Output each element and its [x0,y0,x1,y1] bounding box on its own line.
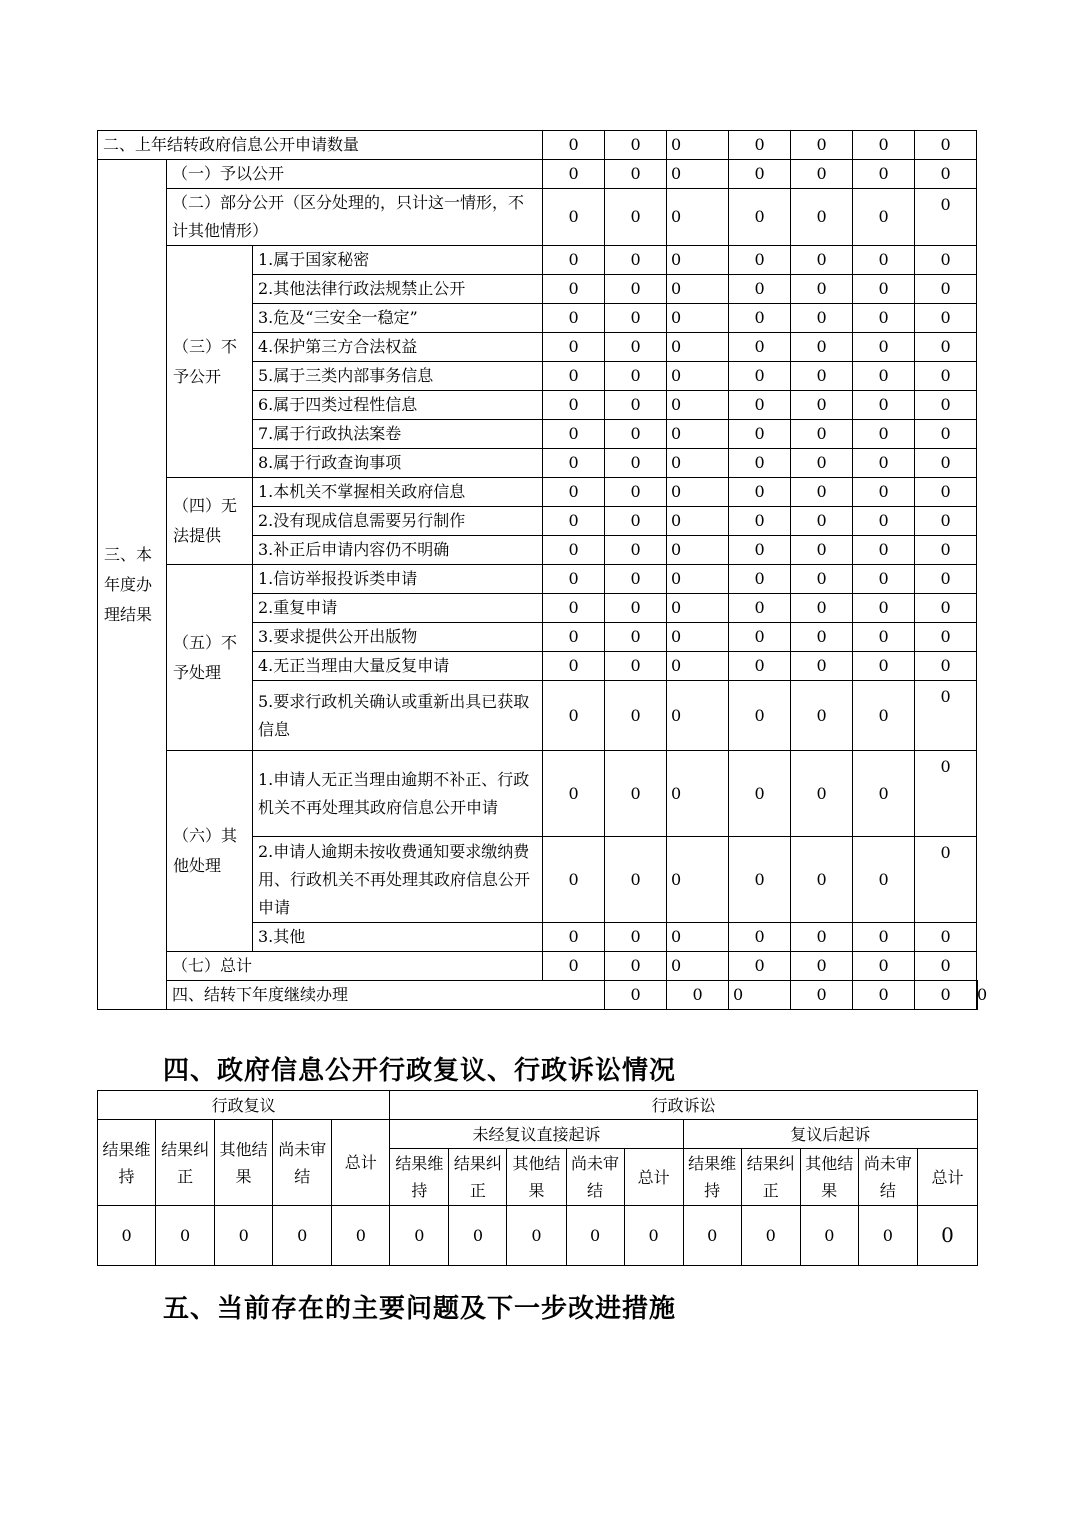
value-cell: 0 [667,507,729,536]
value-cell: 0 [543,837,605,923]
value-cell: 0 [605,681,667,751]
deny-item-label: 2.其他法律行政法规禁止公开 [253,275,543,304]
value-cell: 0 [853,981,915,1010]
value-cell: 0 [791,652,853,681]
value-cell: 0 [791,449,853,478]
not-handled-item-label: 3.要求提供公开出版物 [253,623,543,652]
value-cell: 0 [915,594,977,623]
value-cell: 0 [605,362,667,391]
value-cell: 0 [605,160,667,189]
value-cell: 0 [729,981,791,1010]
value-cell: 0 [915,420,977,449]
value-cell: 0 [667,981,729,1010]
value-cell: 0 [791,333,853,362]
value-cell: 0 [543,478,605,507]
value-cell: 0 [605,751,667,837]
value-cell: 0 [729,623,791,652]
carry-over-label: 二、上年结转政府信息公开申请数量 [98,131,543,160]
value-cell: 0 [729,246,791,275]
review-value: 0 [98,1206,156,1266]
value-cell: 0 [605,536,667,565]
value-cell: 0 [605,623,667,652]
value-cell: 0 [667,952,729,981]
value-cell: 0 [729,565,791,594]
value-cell: 0 [667,565,729,594]
value-cell: 0 [729,189,791,246]
value-cell: 0 [729,751,791,837]
value-cell: 0 [543,536,605,565]
value-cell: 0 [543,391,605,420]
value-cell: 0 [729,420,791,449]
value-cell: 0 [915,923,977,952]
value-cell: 0 [605,952,667,981]
value-cell: 0 [729,391,791,420]
unable-item-label: 1.本机关不掌握相关政府信息 [253,478,543,507]
review-col-pending: 尚未审结 [273,1120,332,1206]
other-item-label: 3.其他 [253,923,543,952]
deny-item-label: 5.属于三类内部事务信息 [253,362,543,391]
direct-col-pending: 尚未审结 [566,1149,624,1206]
not-handled-item-label: 1.信访举报投诉类申请 [253,565,543,594]
other-item-label: 1.申请人无正当理由逾期不补正、行政机关不再处理其政府信息公开申请 [253,751,543,837]
value-cell: 0 [791,565,853,594]
value-cell: 0 [915,304,977,333]
review-col-corrected: 结果纠正 [156,1120,215,1206]
application-results-table [97,130,988,1010]
value-cell: 0 [543,652,605,681]
section-5-title: 五、当前存在的主要问题及下一步改进措施 [163,1294,677,1324]
value-cell: 0 [543,160,605,189]
value-cell: 0 [729,507,791,536]
value-cell: 0 [915,751,977,837]
value-cell: 0 [791,478,853,507]
review-value: 0 [156,1206,215,1266]
value-cell: 0 [543,131,605,160]
value-cell: 0 [543,623,605,652]
value-cell: 0 [729,333,791,362]
review-header: 行政复议 [98,1091,390,1120]
value-cell: 0 [667,420,729,449]
value-cell: 0 [605,246,667,275]
value-cell: 0 [543,246,605,275]
carry-forward-label: 四、结转下年度继续办理 [167,981,605,1010]
value-cell: 0 [853,362,915,391]
value-cell: 0 [853,837,915,923]
value-cell: 0 [853,923,915,952]
unable-group-label: （四）无法提供 [167,478,253,565]
value-cell: 0 [605,652,667,681]
value-cell: 0 [729,536,791,565]
value-cell: 0 [791,362,853,391]
value-cell: 0 [605,449,667,478]
not-handled-item-label: 5.要求行政机关确认或重新出具已获取信息 [253,681,543,751]
direct-col-total: 总计 [624,1149,683,1206]
direct-col-other: 其他结果 [507,1149,566,1206]
value-cell: 0 [853,304,915,333]
value-cell: 0 [853,189,915,246]
direct-col-upheld: 结果维持 [390,1149,449,1206]
value-cell: 0 [605,478,667,507]
after-col-corrected: 结果纠正 [741,1149,800,1206]
value-cell: 0 [667,594,729,623]
direct-value: 0 [566,1206,624,1266]
deny-item-label: 1.属于国家秘密 [253,246,543,275]
value-cell: 0 [915,449,977,478]
value-cell: 0 [915,160,977,189]
value-cell: 0 [915,478,977,507]
value-cell: 0 [667,837,729,923]
not-handled-item-label: 2.重复申请 [253,594,543,623]
value-cell: 0 [977,985,988,1004]
after-col-upheld: 结果维持 [683,1149,741,1206]
direct-value: 0 [449,1206,507,1266]
after-value: 0 [683,1206,741,1266]
total-label: （七）总计 [167,952,543,981]
value-cell: 0 [853,160,915,189]
value-cell: 0 [915,333,977,362]
value-cell: 0 [791,623,853,652]
approve-label: （一）予以公开 [167,160,543,189]
unable-item-label: 3.补正后申请内容仍不明确 [253,536,543,565]
value-cell: 0 [915,623,977,652]
value-cell: 0 [853,507,915,536]
value-cell: 0 [853,478,915,507]
value-cell: 0 [543,751,605,837]
value-cell: 0 [915,391,977,420]
value-cell: 0 [667,751,729,837]
value-cell: 0 [791,420,853,449]
other-item-label: 2.申请人逾期未按收费通知要求缴纳费用、行政机关不再处理其政府信息公开申请 [253,837,543,923]
deny-item-label: 7.属于行政执法案卷 [253,420,543,449]
value-cell: 0 [605,275,667,304]
after-value: 0 [858,1206,917,1266]
value-cell: 0 [543,189,605,246]
litigation-header: 行政诉讼 [390,1091,978,1120]
value-cell: 0 [667,681,729,751]
value-cell: 0 [729,275,791,304]
value-cell: 0 [915,131,977,160]
value-cell: 0 [667,246,729,275]
after-value: 0 [917,1206,977,1266]
value-cell: 0 [853,952,915,981]
deny-item-label: 6.属于四类过程性信息 [253,391,543,420]
value-cell: 0 [667,623,729,652]
value-cell: 0 [791,536,853,565]
value-cell: 0 [791,131,853,160]
value-cell: 0 [791,246,853,275]
review-value: 0 [215,1206,273,1266]
value-cell: 0 [605,391,667,420]
value-cell: 0 [729,160,791,189]
annual-results-label: 三、本年度办理结果 [98,160,167,1010]
value-cell: 0 [605,189,667,246]
value-cell: 0 [605,507,667,536]
value-cell: 0 [729,131,791,160]
value-cell: 0 [853,420,915,449]
value-cell: 0 [853,536,915,565]
value-cell: 0 [791,594,853,623]
value-cell: 0 [853,391,915,420]
value-cell: 0 [791,923,853,952]
value-cell: 0 [667,333,729,362]
after-review-header: 复议后起诉 [683,1120,977,1149]
direct-suit-header: 未经复议直接起诉 [390,1120,683,1149]
value-cell: 0 [729,681,791,751]
value-cell: 0 [729,362,791,391]
value-cell: 0 [667,304,729,333]
value-cell: 0 [853,652,915,681]
value-cell: 0 [853,594,915,623]
value-cell: 0 [667,362,729,391]
value-cell: 0 [853,565,915,594]
review-col-total: 总计 [332,1120,390,1206]
value-cell: 0 [915,565,977,594]
direct-value: 0 [507,1206,566,1266]
direct-col-corrected: 结果纠正 [449,1149,507,1206]
value-cell: 0 [791,952,853,981]
value-cell: 0 [791,189,853,246]
value-cell: 0 [667,536,729,565]
value-cell: 0 [791,507,853,536]
value-cell: 0 [543,594,605,623]
value-cell: 0 [915,952,977,981]
deny-group-label: （三）不予公开 [167,246,253,478]
not-handled-item-label: 4.无正当理由大量反复申请 [253,652,543,681]
value-cell: 0 [605,304,667,333]
value-cell: 0 [729,449,791,478]
value-cell: 0 [729,594,791,623]
after-value: 0 [741,1206,800,1266]
value-cell: 0 [667,160,729,189]
value-cell: 0 [853,623,915,652]
value-cell: 0 [543,923,605,952]
value-cell: 0 [915,837,977,923]
not-handled-group-label: （五）不予处理 [167,565,253,751]
value-cell: 0 [729,478,791,507]
after-col-other: 其他结果 [800,1149,858,1206]
value-cell: 0 [543,275,605,304]
other-group-label: （六）其他处理 [167,751,253,952]
review-col-upheld: 结果维持 [98,1120,156,1206]
value-cell: 0 [543,952,605,981]
value-cell: 0 [667,478,729,507]
value-cell: 0 [729,952,791,981]
value-cell: 0 [667,275,729,304]
value-cell: 0 [853,131,915,160]
value-cell: 0 [543,304,605,333]
value-cell: 0 [791,981,853,1010]
value-cell: 0 [791,837,853,923]
after-col-pending: 尚未审结 [858,1149,917,1206]
partial-label: （二）部分公开（区分处理的，只计这一情形，不计其他情形） [167,189,543,246]
value-cell: 0 [667,449,729,478]
after-col-total: 总计 [917,1149,977,1206]
section-4-title: 四、政府信息公开行政复议、行政诉讼情况 [163,1056,677,1086]
value-cell: 0 [791,304,853,333]
value-cell: 0 [791,681,853,751]
value-cell: 0 [915,189,977,246]
value-cell: 0 [791,275,853,304]
value-cell: 0 [667,923,729,952]
value-cell: 0 [543,507,605,536]
value-cell: 0 [915,981,977,1010]
review-value: 0 [332,1206,390,1266]
value-cell: 0 [543,449,605,478]
value-cell: 0 [853,751,915,837]
review-litigation-table [97,1090,978,1266]
value-cell: 0 [667,652,729,681]
value-cell: 0 [605,923,667,952]
direct-value: 0 [390,1206,449,1266]
value-cell: 0 [605,333,667,362]
value-cell: 0 [729,304,791,333]
review-col-other: 其他结果 [215,1120,273,1206]
value-cell: 0 [915,652,977,681]
value-cell: 0 [605,565,667,594]
value-cell: 0 [543,333,605,362]
value-cell: 0 [605,981,667,1010]
value-cell: 0 [791,751,853,837]
value-cell: 0 [543,420,605,449]
value-cell: 0 [915,507,977,536]
value-cell: 0 [667,391,729,420]
value-cell: 0 [729,837,791,923]
value-cell: 0 [853,449,915,478]
value-cell: 0 [915,681,977,751]
value-cell: 0 [729,923,791,952]
value-cell: 0 [543,565,605,594]
value-cell: 0 [667,189,729,246]
value-cell: 0 [915,246,977,275]
value-cell: 0 [791,391,853,420]
value-cell: 0 [605,420,667,449]
value-cell: 0 [915,536,977,565]
value-cell: 0 [853,333,915,362]
direct-value: 0 [624,1206,683,1266]
value-cell: 0 [915,362,977,391]
value-cell: 0 [667,131,729,160]
after-value: 0 [800,1206,858,1266]
unable-item-label: 2.没有现成信息需要另行制作 [253,507,543,536]
review-value: 0 [273,1206,332,1266]
value-cell: 0 [791,160,853,189]
value-cell: 0 [729,652,791,681]
deny-item-label: 3.危及“三安全一稳定” [253,304,543,333]
value-cell: 0 [853,275,915,304]
value-cell: 0 [853,681,915,751]
value-cell: 0 [605,837,667,923]
value-cell: 0 [543,362,605,391]
deny-item-label: 4.保护第三方合法权益 [253,333,543,362]
value-cell: 0 [853,246,915,275]
value-cell: 0 [605,131,667,160]
value-cell: 0 [605,594,667,623]
value-cell: 0 [915,275,977,304]
value-cell: 0 [543,681,605,751]
deny-item-label: 8.属于行政查询事项 [253,449,543,478]
